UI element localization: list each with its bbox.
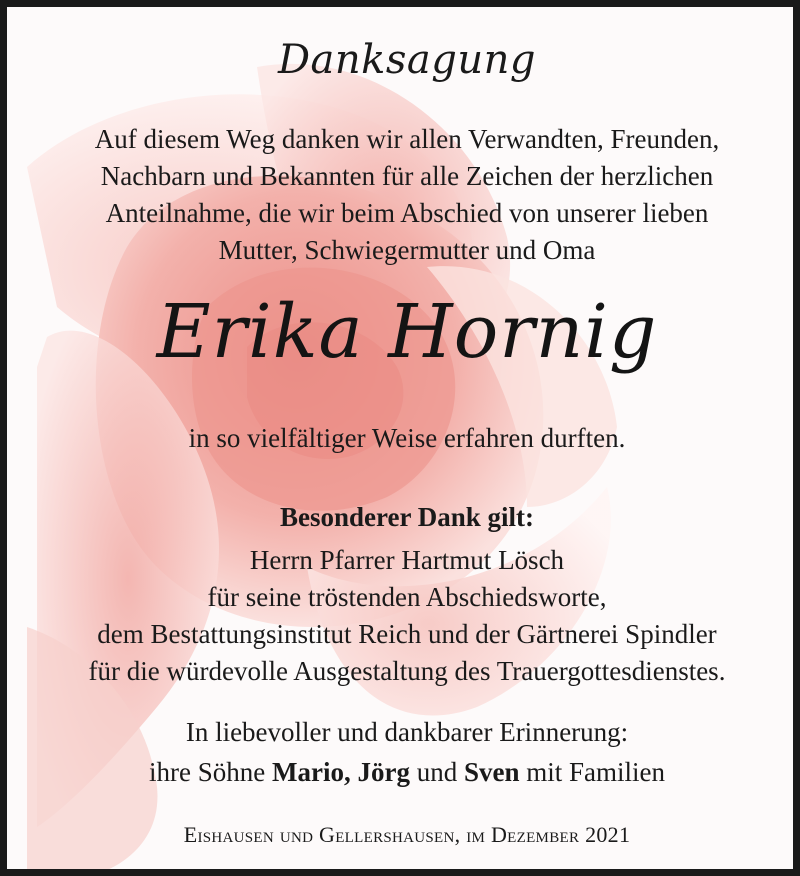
special-thanks-line: für die würdevolle Ausgestaltung des Trauergottesdienstes. xyxy=(88,656,726,686)
special-thanks-line: für seine tröstenden Abschiedsworte, xyxy=(207,582,607,612)
family-name-last: Sven xyxy=(463,757,520,787)
after-name-line: in so vielfältiger Weise erfahren durften. xyxy=(188,423,626,453)
special-thanks-line: dem Bestattungsinstitut Reich und der Gärtnerei Spindler xyxy=(97,619,717,649)
special-thanks-line: Herrn Pfarrer Hartmut Lösch xyxy=(249,545,565,575)
special-thanks-block xyxy=(27,499,787,690)
family-names: Mario, Jörg xyxy=(272,757,410,787)
notice-content xyxy=(7,7,800,876)
intro-line: Nachbarn und Bekannten für alle Zeichen der herzlichen xyxy=(100,161,714,191)
remembrance-line: In liebevoller und dankbarer Erinnerung: xyxy=(185,717,629,747)
notice-heading: Danksagung xyxy=(277,37,537,83)
place-and-date: Eishausen und Gellershausen, im Dezember 2021 xyxy=(183,822,631,847)
special-thanks-heading: Besonderer Dank gilt: xyxy=(279,502,534,532)
deceased-name: Erika Hornig xyxy=(156,289,658,375)
family-connector: und xyxy=(416,757,458,787)
family-prefix: ihre Söhne xyxy=(149,757,266,787)
intro-paragraph xyxy=(47,121,767,269)
intro-line: Auf diesem Weg danken wir allen Verwandten, Freunden, xyxy=(94,124,720,154)
family-signature xyxy=(27,712,787,792)
intro-line: Mutter, Schwiegermutter und Oma xyxy=(218,235,596,265)
intro-line: Anteilnahme, die wir beim Abschied von unserer lieben xyxy=(105,198,709,228)
family-line xyxy=(27,752,787,792)
family-suffix: mit Familien xyxy=(526,757,665,787)
